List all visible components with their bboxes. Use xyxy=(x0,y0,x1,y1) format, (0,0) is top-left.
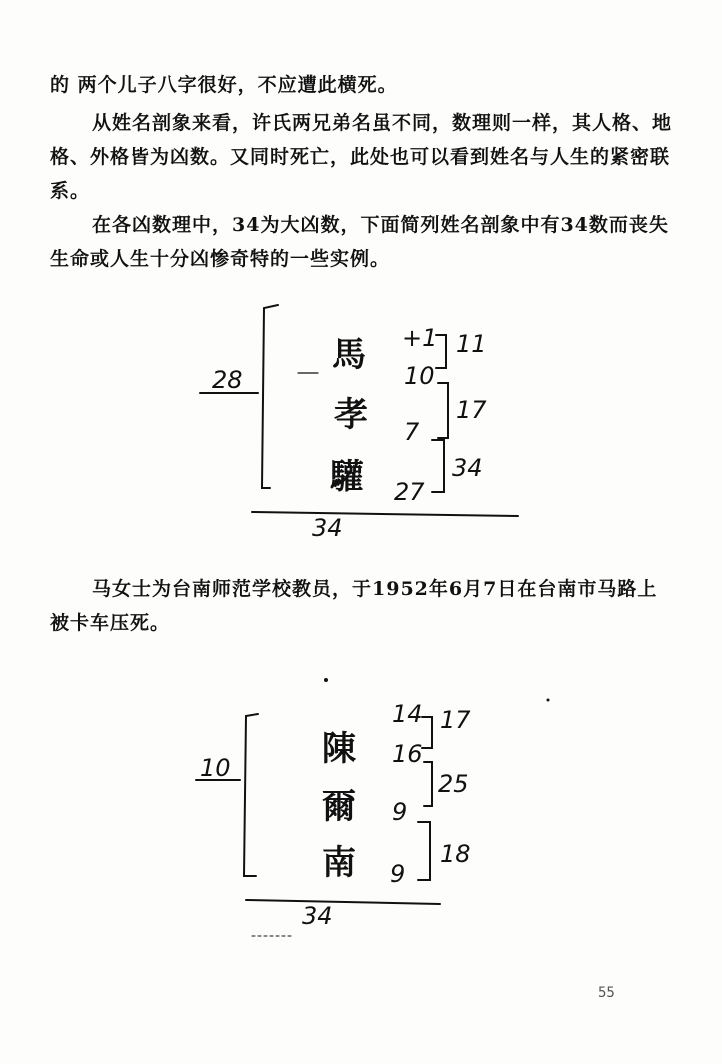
name-char-1-1: 馬 xyxy=(332,335,366,375)
total-1: 34 xyxy=(312,514,343,542)
name-char-1-3: 驩 xyxy=(330,457,364,497)
paragraph-34-intro: 在各凶数理中，34为大凶数，下面简列姓名剖象中有34数而丧失生命或人生十分凶惨奇特的一些实例。 xyxy=(50,214,669,270)
stroke-count-2-2: 16 xyxy=(392,740,423,768)
name-char-1-2: 孝 xyxy=(334,395,368,435)
page-number: 55 xyxy=(598,985,615,1001)
sum-1-1: 11 xyxy=(456,330,487,358)
sum-1-2: 17 xyxy=(456,396,487,424)
paragraph-analysis: 从姓名剖象来看，许氏两兄弟名虽不同，数理则一样，其人格、地格、外格皆为凶数。又同时死亡，此处也可以看到姓名与人生的紧密联系。 xyxy=(50,112,673,202)
total-2: 34 xyxy=(302,902,333,930)
outer-number-1: 28 xyxy=(212,366,243,394)
paragraph-ma-example: 马女士为台南师范学校教员，于1952年6月7日在台南市马路上被卡车压死。 xyxy=(50,578,658,634)
outer-number-2: 10 xyxy=(200,754,231,782)
paragraph-continuation: 的 两个儿子八字很好，不应遭此横死。 xyxy=(50,74,398,96)
sum-2-1: 17 xyxy=(440,706,471,734)
stroke-count-1-3: 7 xyxy=(404,418,420,446)
stroke-count-2-4: 9 xyxy=(390,860,406,888)
name-char-2-2: 爾 xyxy=(322,787,356,827)
stroke-count-1-2: 10 xyxy=(404,362,435,390)
sum-2-3: 18 xyxy=(440,840,471,868)
name-char-2-1: 陳 xyxy=(322,729,356,769)
stroke-count-1-1: +1 xyxy=(402,324,438,352)
sum-2-2: 25 xyxy=(438,770,469,798)
name-char-2-3: 南 xyxy=(322,843,356,883)
stroke-count-1-4: 27 xyxy=(394,478,425,506)
stroke-count-2-1: 14 xyxy=(392,700,423,728)
stroke-count-2-3: 9 xyxy=(392,798,408,826)
sum-1-3: 34 xyxy=(452,454,483,482)
